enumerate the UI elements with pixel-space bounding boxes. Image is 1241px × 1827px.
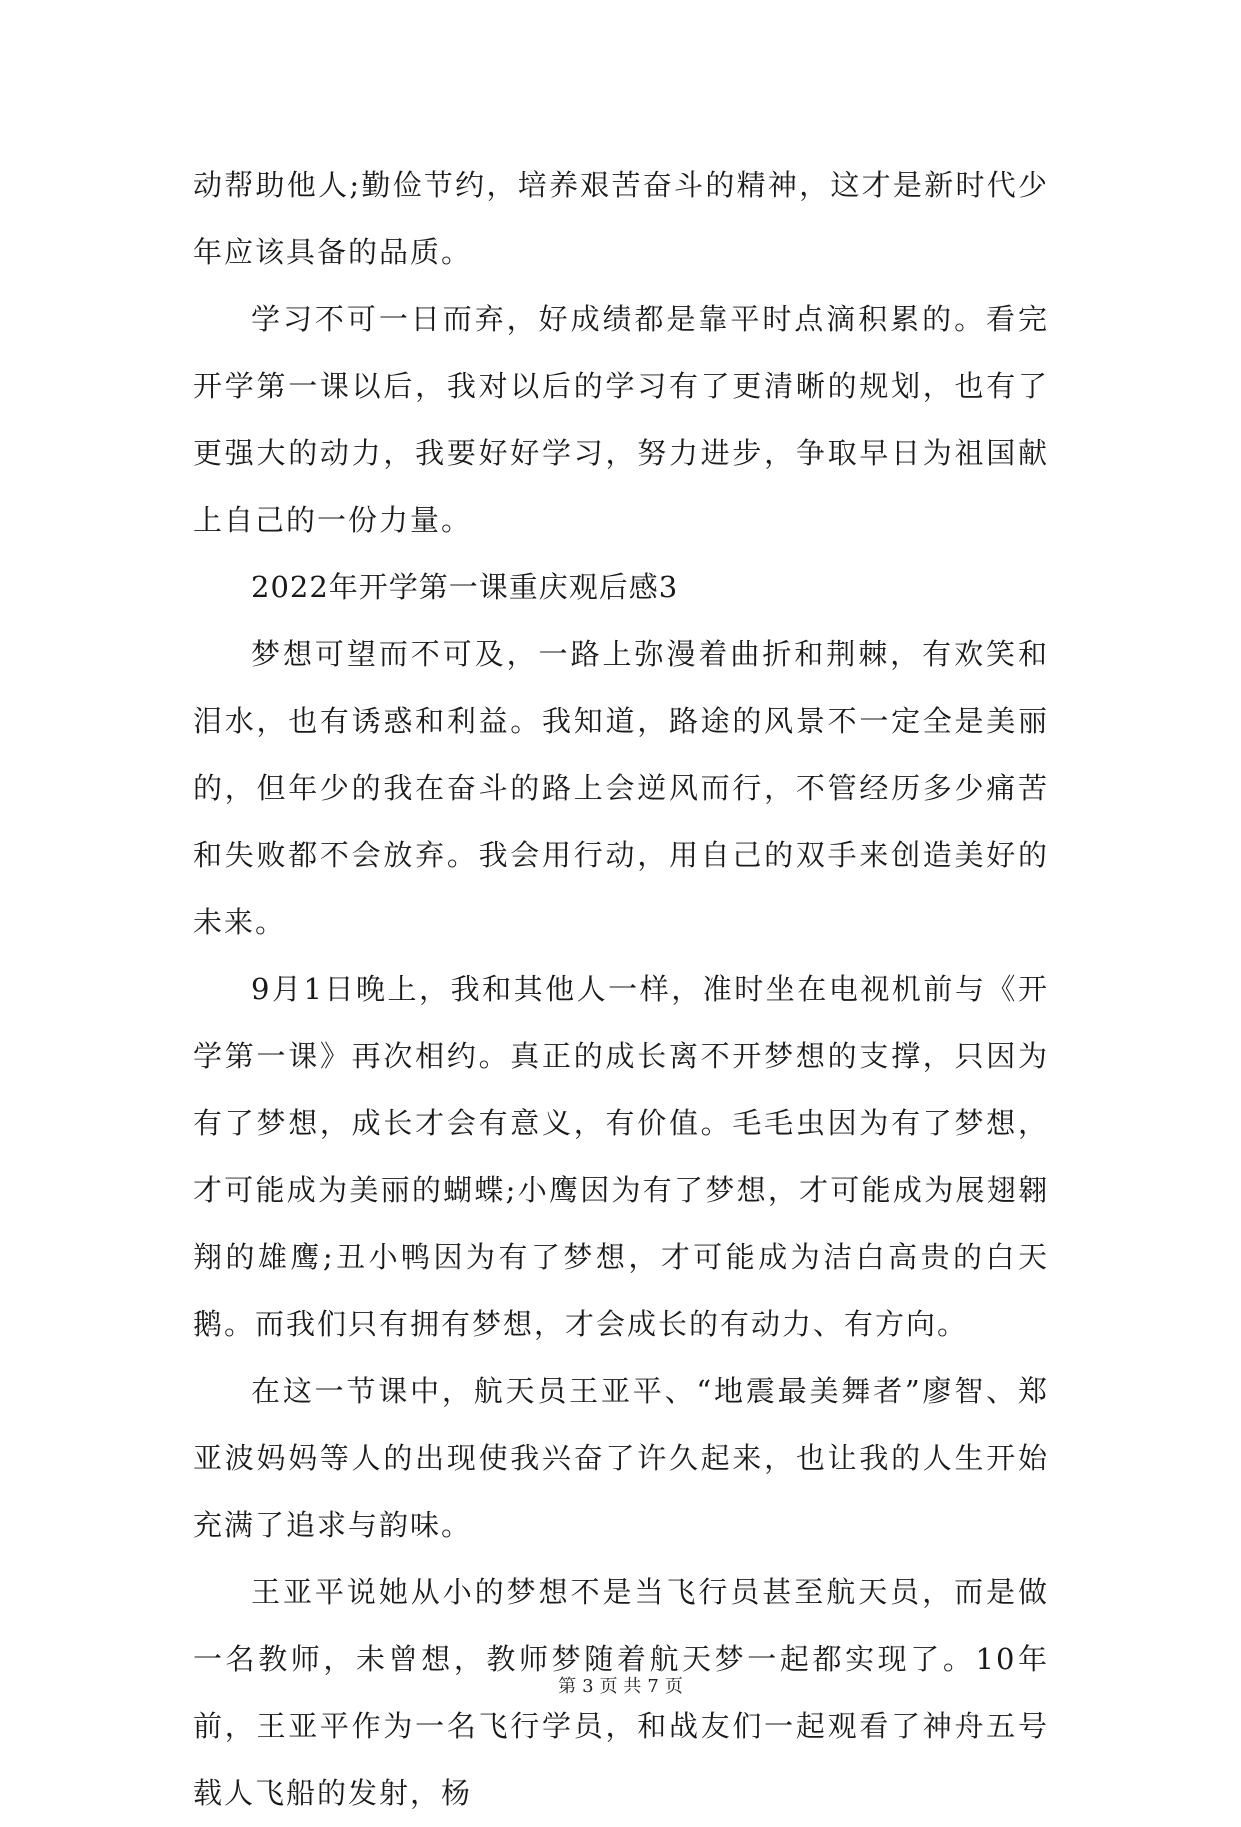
paragraph-2: 学习不可一日而弃，好成绩都是靠平时点滴积累的。看完开学第一课以后，我对以后的学习有了更清晰的规划，也有了更强大的动力，我要好好学习，努力进步，争取早日为祖国献上自己的一份力量。 — [193, 302, 1049, 537]
paragraph-5: 在这一节课中，航天员王亚平、“地震最美舞者”廖智、郑亚波妈妈等人的出现使我兴奋了许久起来，也让我的人生开始充满了追求与韵味。 — [193, 1374, 1049, 1542]
footer-prefix: 第 — [558, 1676, 577, 1697]
paragraph-1: 动帮助他人;勤俭节约，培养艰苦奋斗的精神，这才是新时代少年应该具备的品质。 — [193, 168, 1049, 269]
footer-total-pages: 7 — [647, 1676, 659, 1697]
page-footer — [0, 1672, 1241, 1698]
footer-middle: 页 共 — [599, 1676, 642, 1697]
paragraph-4: 9月1日晚上，我和其他人一样，准时坐在电视机前与《开学第一课》再次相约。真正的成长离不开梦想的支撑，只因为有了梦想，成长才会有意义，有价值。毛毛虫因为有了梦想，才可能成为美丽的蝴蝶;小鹰因为有了梦想，才可能成为展翅翱翔的雄鹰;丑小鸭因为有了梦想，才可能成为洁白高贵的白天鹅。而我们只有拥有梦想，才会成长的有动力、有方向。 — [193, 972, 1049, 1341]
section-heading: 2022年开学第一课重庆观后感3 — [251, 570, 679, 604]
document-body — [193, 152, 1049, 1827]
footer-current-page: 3 — [582, 1676, 594, 1697]
footer-suffix: 页 — [664, 1676, 683, 1697]
paragraph-3: 梦想可望而不可及，一路上弥漫着曲折和荆棘，有欢笑和泪水，也有诱惑和利益。我知道，路途的风景不一定全是美丽的，但年少的我在奋斗的路上会逆风而行，不管经历多少痛苦和失败都不会放弃。我会用行动，用自己的双手来创造美好的未来。 — [193, 637, 1049, 939]
paragraph-6: 王亚平说她从小的梦想不是当飞行员甚至航天员，而是做一名教师，未曾想，教师梦随着航天梦一起都实现了。10年前，王亚平作为一名飞行学员，和战友们一起观看了神舟五号载人飞船的发射，杨 — [193, 1575, 1049, 1810]
